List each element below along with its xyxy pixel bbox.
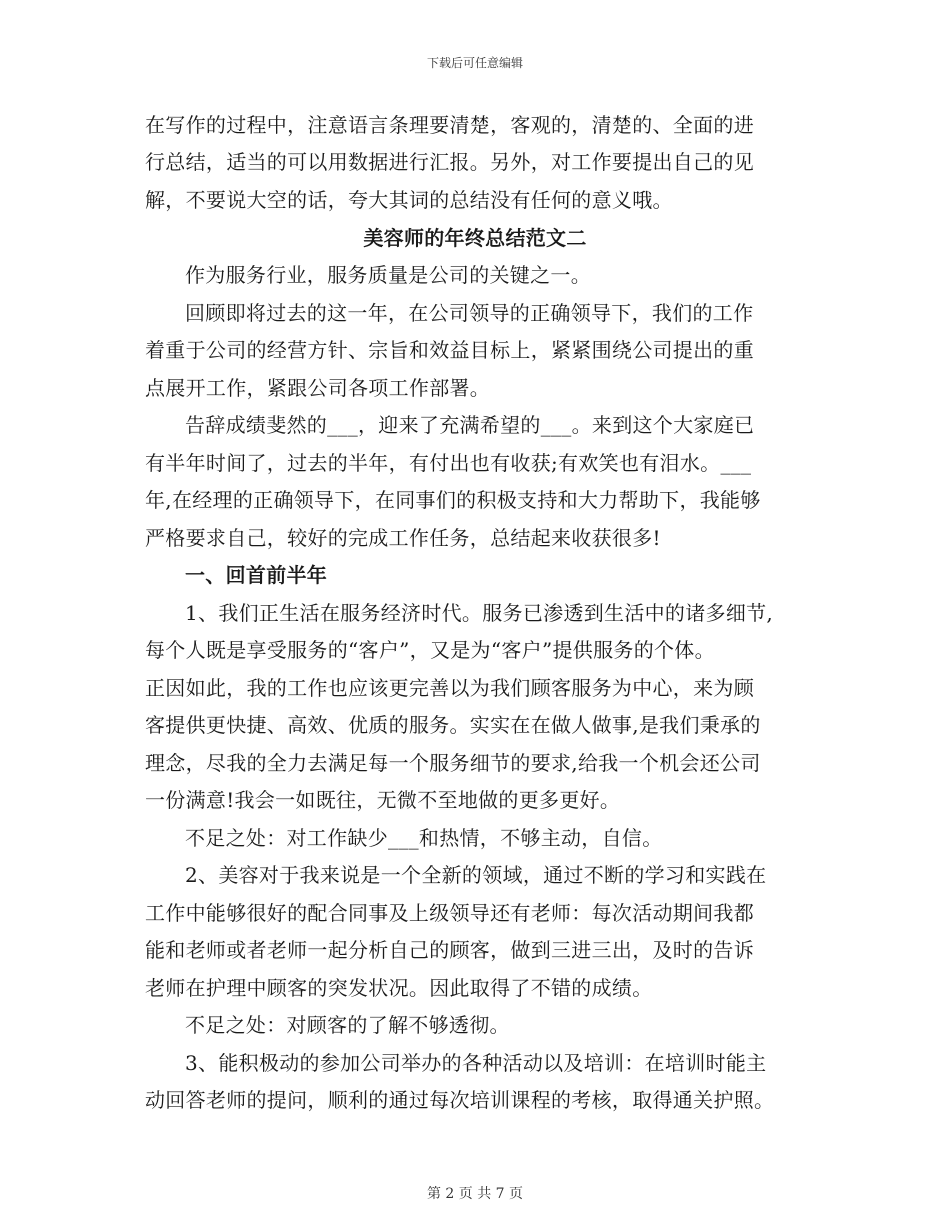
body-line: 2、美容对于我来说是一个全新的领域，通过不断的学习和实践在 <box>185 863 767 887</box>
body-line: 客提供更快捷、高效、优质的服务。实实在在做人做事,是我们秉承的 <box>145 713 761 737</box>
body-line: 每个人既是享受服务的“客户”，又是为“客户”提供服务的个体。 <box>145 638 715 662</box>
body-line: 1、我们正生活在服务经济时代。服务已渗透到生活中的诸多细节, <box>185 601 774 625</box>
body-line: 有半年时间了，过去的半年，有付出也有收获;有欢笑也有泪水。___ <box>145 451 752 475</box>
body-line: 理念，尽我的全力去满足每一个服务细节的要求,给我一个机会还公司 <box>145 751 761 775</box>
body-line: 3、能积极动的参加公司举办的各种活动以及培训：在培训时能主 <box>185 1051 767 1075</box>
body-line: 正因如此，我的工作也应该更完善以为我们顾客服务为中心，来为顾 <box>145 676 754 700</box>
subsection-heading: 一、回首前半年 <box>185 563 328 587</box>
body-line: 年,在经理的正确领导下，在同事们的积极支持和大力帮助下，我能够 <box>145 488 761 512</box>
body-line: 不足之处：对工作缺少___和热情，不够主动，自信。 <box>185 826 663 850</box>
section-title: 美容师的年终总结范文二 <box>363 226 587 250</box>
body-line: 告辞成绩斐然的___，迎来了充满希望的___。来到这个大家庭已 <box>185 413 755 437</box>
body-line: 着重于公司的经营方针、宗旨和效益目标上，紧紧围绕公司提出的重 <box>145 338 754 362</box>
page-header: 下载后可任意编辑 <box>426 56 523 70</box>
body-line: 点展开工作，紧跟公司各项工作部署。 <box>145 376 491 400</box>
body-line: 一份满意!我会一如既往，无微不至地做的更多更好。 <box>145 788 621 812</box>
body-line: 解，不要说大空的话，夸大其词的总结没有任何的意义哦。 <box>145 188 673 212</box>
body-line: 严格要求自己，较好的完成工作任务，总结起来收获很多! <box>145 526 661 550</box>
body-line: 动回答老师的提问，顺利的通过每次培训课程的考核，取得通关护照。 <box>145 1088 775 1112</box>
body-line: 在写作的过程中，注意语言条理要清楚，客观的，清楚的、全面的进 <box>145 113 754 137</box>
body-line: 工作中能够很好的配合同事及上级领导还有老师：每次活动期间我都 <box>145 901 754 925</box>
body-line: 回顾即将过去的这一年，在公司领导的正确领导下，我们的工作 <box>185 301 754 325</box>
body-line: 能和老师或者老师一起分析自己的顾客，做到三进三出，及时的告诉 <box>145 938 754 962</box>
body-line: 行总结，适当的可以用数据进行汇报。另外，对工作要提出自己的见 <box>145 150 754 174</box>
page-footer: 第 2 页 共 7 页 <box>426 1186 524 1202</box>
body-line: 老师在护理中顾客的突发状况。因此取得了不错的成绩。 <box>145 976 653 1000</box>
body-line: 作为服务行业，服务质量是公司的关键之一。 <box>185 263 591 287</box>
body-line: 不足之处：对顾客的了解不够透彻。 <box>185 1013 510 1037</box>
